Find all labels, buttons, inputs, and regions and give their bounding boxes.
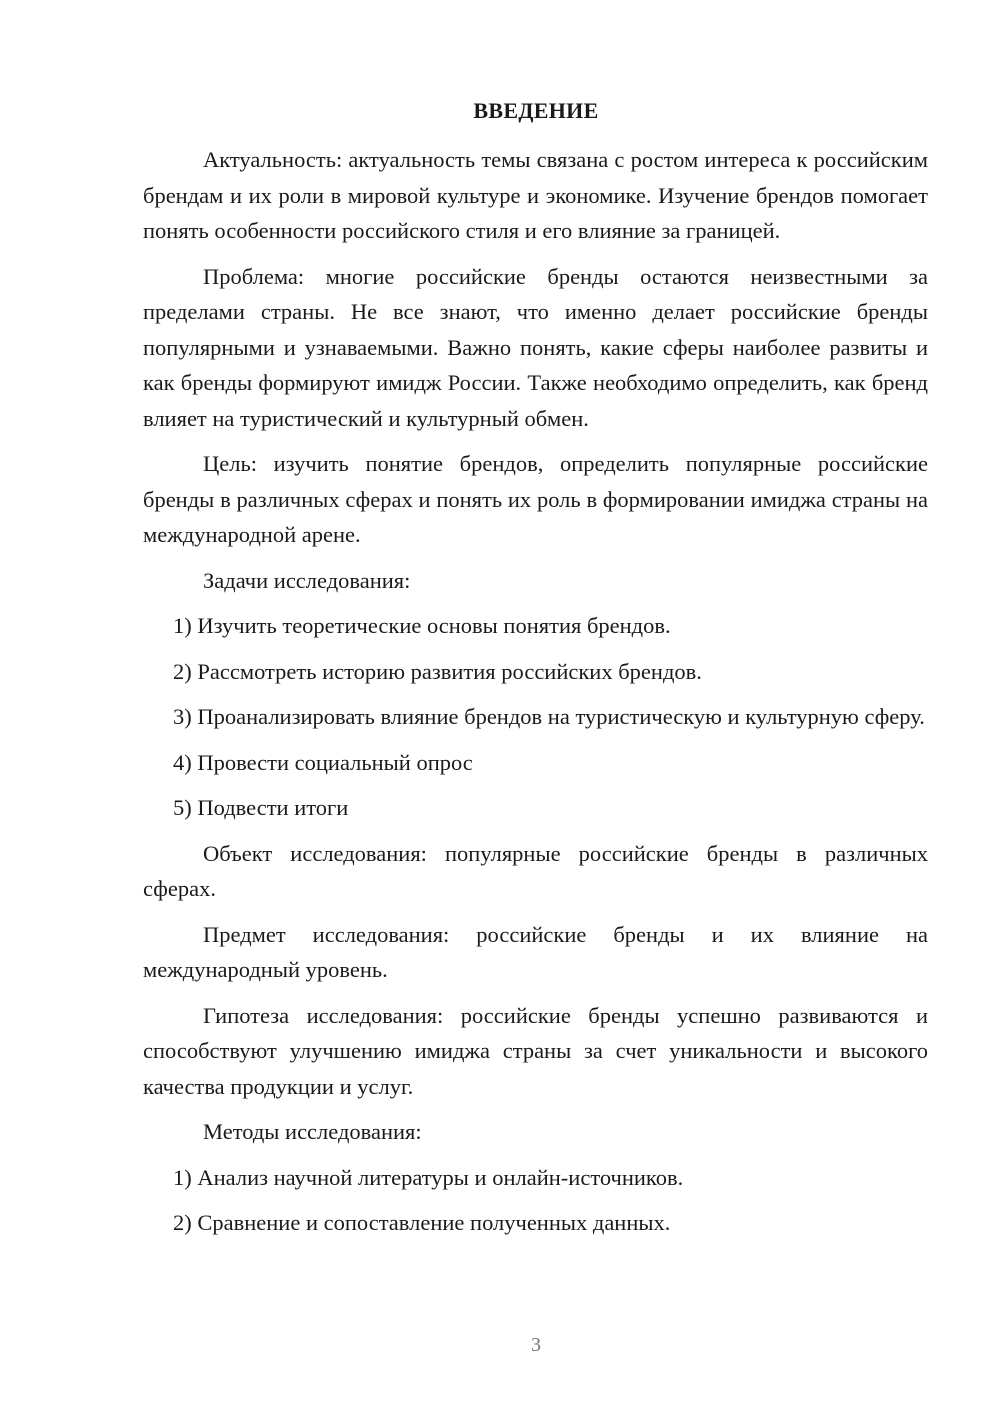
paragraph-subject: Предмет исследования: российские бренды и их влияние на международный уровень. [143,921,928,982]
method-item-2: 2) Сравнение и сопоставление полученных данных. [173,1210,671,1235]
document-body [143,142,928,1251]
paragraph-problem: Проблема: многие российские бренды остаются неизвестными за пределами страны. Не все знают, что именно делает российские бренды популярными и узнаваемыми. Важно понять, какие сферы наиболее развиты и как бренды формируют имидж России. Также необходимо определить, как бренд влияет на туристический и культурный обмен. [143,263,928,431]
paragraph-goal: Цель: изучить понятие брендов, определить популярные российские бренды в различных сферах и понять их роль в формировании имиджа страны на международной арене. [143,451,928,547]
methods-heading: Методы исследования: [203,1119,422,1144]
paragraph-hypothesis: Гипотеза исследования: российские бренды успешно развиваются и способствуют улучшению имиджа страны за счет уникальности и высокого качества продукции и услуг. [143,1002,928,1099]
paragraph-object: Объект исследования: популярные российские бренды в различных сферах. [143,840,928,901]
page-title: ВВЕДЕНИЕ [473,98,599,123]
task-item-5: 5) Подвести итоги [173,795,349,820]
tasks-heading: Задачи исследования: [203,567,411,593]
task-item-4: 4) Провести социальный опрос [173,749,473,775]
method-item-1: 1) Анализ научной литературы и онлайн-источников. [173,1164,684,1190]
task-item-3: 3) Проанализировать влияние брендов на туристическую и культурную сферу. [173,704,925,729]
page-number: 3 [531,1334,541,1356]
task-item-2: 2) Рассмотреть историю развития российских брендов. [173,658,702,684]
task-item-1: 1) Изучить теоретические основы понятия брендов. [173,613,671,638]
paragraph-relevance: Актуальность: актуальность темы связана с ростом интереса к российским брендам и их роли в мировой культуре и экономике. Изучение брендов помогает понять особенности российского стиля и его влияние за границей. [143,147,928,243]
